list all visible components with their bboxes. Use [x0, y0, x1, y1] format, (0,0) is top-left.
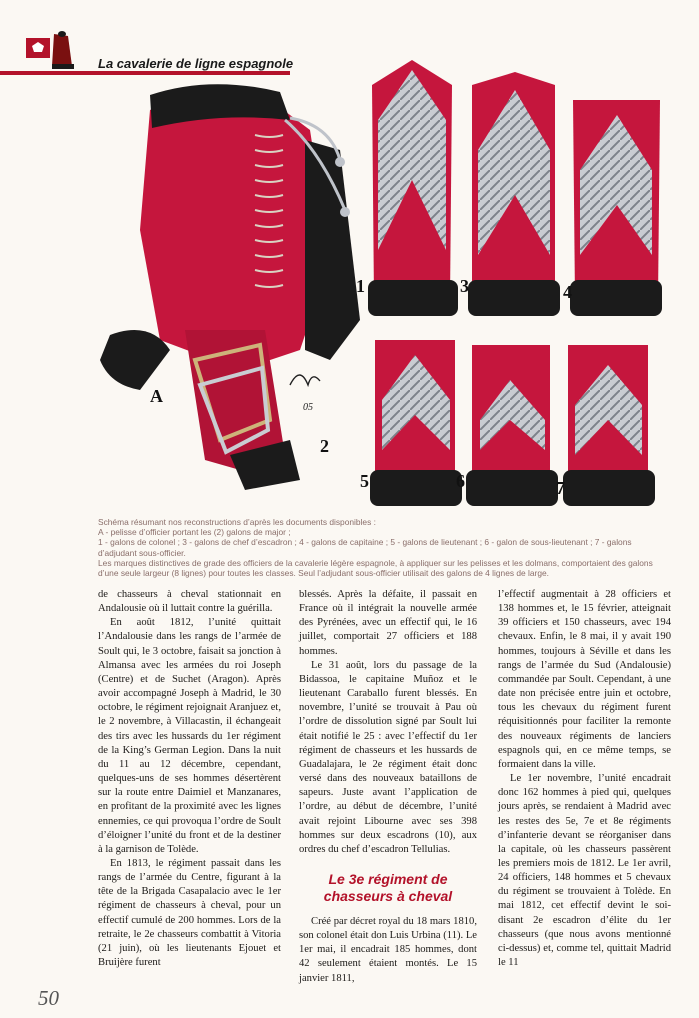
page-header-title: La cavalerie de ligne espagnole — [98, 56, 294, 71]
label-7: 7 — [556, 478, 565, 498]
paragraph: En 1813, le régiment passait dans les rangs de l’armée du Centre, figurant à la tête de la Brigada Casapalacio avec le 1er régiment de chasseurs à cheval, pour un effectif cumulé de 200 hommes. Lors de la retraite, le 2e chasseurs combattit à Vitoria (21 juin), où les lieutenants Ejouet et Bruijère furent — [98, 857, 281, 969]
pelisse-drawing — [100, 84, 360, 490]
svg-text:05: 05 — [303, 402, 313, 413]
figure-caption — [98, 517, 670, 578]
paragraph: blessés. Après la défaite, il passait en France où il intégrait la nouvelle armée des Pyrénées, avec un effectif qui, le 16 juillet, comportait 27 officiers et 188 hommes. — [299, 589, 477, 657]
caption-line: Schéma résumant nos reconstructions d’après les documents disponibles : — [98, 517, 376, 527]
sleeve-1 — [368, 60, 458, 316]
sleeve-4 — [570, 100, 662, 316]
paragraph: Le 31 août, lors du passage de la Bidassoa, le capitaine Muñoz et le lieutenant Caraballo furent blessés. En novembre, l’unité se trouvait à Pau où l’ordre de dissolution signé par Soult lui était notifié le 25 : avec l’effectif du 1er régiment de chasseurs et les hussards de Guadalajara, le 2e régiment était donc versé dans des nouveaux bataillons de sapeurs. Juste avant l’application de l’ordre, au début de décembre, l’unité avait rejoint Libourne avec ses 398 hommes sur deux escadrons (10), aux ordres du chef d’escadron Tellulias. — [299, 659, 477, 855]
sleeve-7 — [563, 345, 655, 506]
paragraph: l’effectif augmentait à 28 officiers et 138 hommes et, le 15 février, atteignait 39 officiers et 150 chasseurs, avec 194 chevaux. Enfin, le 8 mai, il y avait 190 hommes, toujours à Séville et dans les rangs de l’armée du Sud (Andalousie) commandée par Soult. Cependant, à une date non précisée entre juin et octobre, tous les chevaux du régiment furent réquisitionnés pour faciliter la remonte des nouveaux régiments de lanciers espagnols qui, en ce même temps, se formaient dans la ville. — [498, 589, 671, 770]
sleeve-6 — [466, 345, 558, 506]
caption-line: Les marques distinctives de grade des officiers de la cavalerie légère espagnole, à appliquer sur les pelisses et les dolmans, comportaient des galons d’une seule largeur (8 lignes) pour toutes les classes. Seul l’adjudant sous-officier utilisait des galons de 4 lignes de large. — [98, 557, 653, 579]
label-5: 5 — [360, 471, 369, 491]
label-2: 2 — [320, 436, 329, 456]
sleeve-3 — [468, 72, 560, 316]
section-heading: Le 3e régiment de chasseurs à cheval — [323, 870, 453, 904]
paragraph: Le 1er novembre, l’unité encadrait donc 162 hommes à pied qui, quelques jours après, se rendaient à Madrid avec les restes des 5e, 7e et 8e régiments d’infanterie devant se réorganiser dans la capitale, où les chasseurs passèrent les premiers mois de 1812. Le 1er avril, 24 officiers, 148 hommes et 5 chevaux du régiment se trouvaient à Tolède. En mai 1812, cet effectif devint le soi-disant 2e escadron d’élite du 1er chasseurs (que nous avons mentionné ci-dessus) et, comme tel, quittait Madrid le 11 — [498, 773, 671, 969]
label-3: 3 — [460, 276, 469, 296]
label-1: 1 — [356, 276, 365, 296]
label-6: 6 — [456, 471, 465, 491]
label-a: A — [150, 386, 163, 406]
paragraph: de chasseurs à cheval stationnait en Andalousie où il luttait contre la guérilla. — [98, 589, 281, 615]
label-4: 4 — [563, 282, 572, 302]
paragraph: En août 1812, l’unité quittait l’Andalousie dans les rangs de l’armée de Soult qui, le 3 octobre, faisait sa jonction à Almansa avec les armées du roi Joseph (Centre) et de Suchet (Aragon). Après avoir accompagné Joseph à Madrid, le 30 octobre, le régiment rejoignait Aranjuez et, le 2 novembre, à Villacastin, il échangeait des tirs avec les hussards du 1er régiment de la King’s German Legion. Dans la nuit du 11 au 12 décembre, cependant, quelques-uns de ses hommes désertèrent sur la route entre Daimiel et Manzanares, en profitant de la proximité avec les lignes ennemies, ce qui provoqua l’ordre de Soult d’éloigner l’unité du front et de la destiner à la garnison de Tolède. — [98, 617, 281, 855]
paragraph: Créé par décret royal du 18 mars 1810, son colonel était don Luis Urbina (11). Le 1er mai, il encadrait 185 hommes, dont 42 seulement étaient montés. Le 15 janvier 1811, — [299, 915, 477, 984]
caption-line: A - pelisse d’officier portant les (2) galons de major ; — [98, 527, 291, 538]
uniform-illustration — [0, 60, 699, 520]
page-number: 50 — [38, 986, 59, 1010]
text-column-3 — [498, 588, 671, 970]
artist-signature — [290, 375, 320, 385]
text-column-2 — [299, 588, 477, 986]
text-column-1 — [98, 588, 281, 970]
caption-line: 1 - galons de colonel ; 3 - galons de chef d’escadron ; 4 - galons de capitaine ; 5 - galons de lieutenant ; 6 - galon de sous-lieutenant ; 7 - galons d’adjudant sous-officier. — [98, 537, 632, 558]
sleeve-5 — [370, 340, 462, 506]
